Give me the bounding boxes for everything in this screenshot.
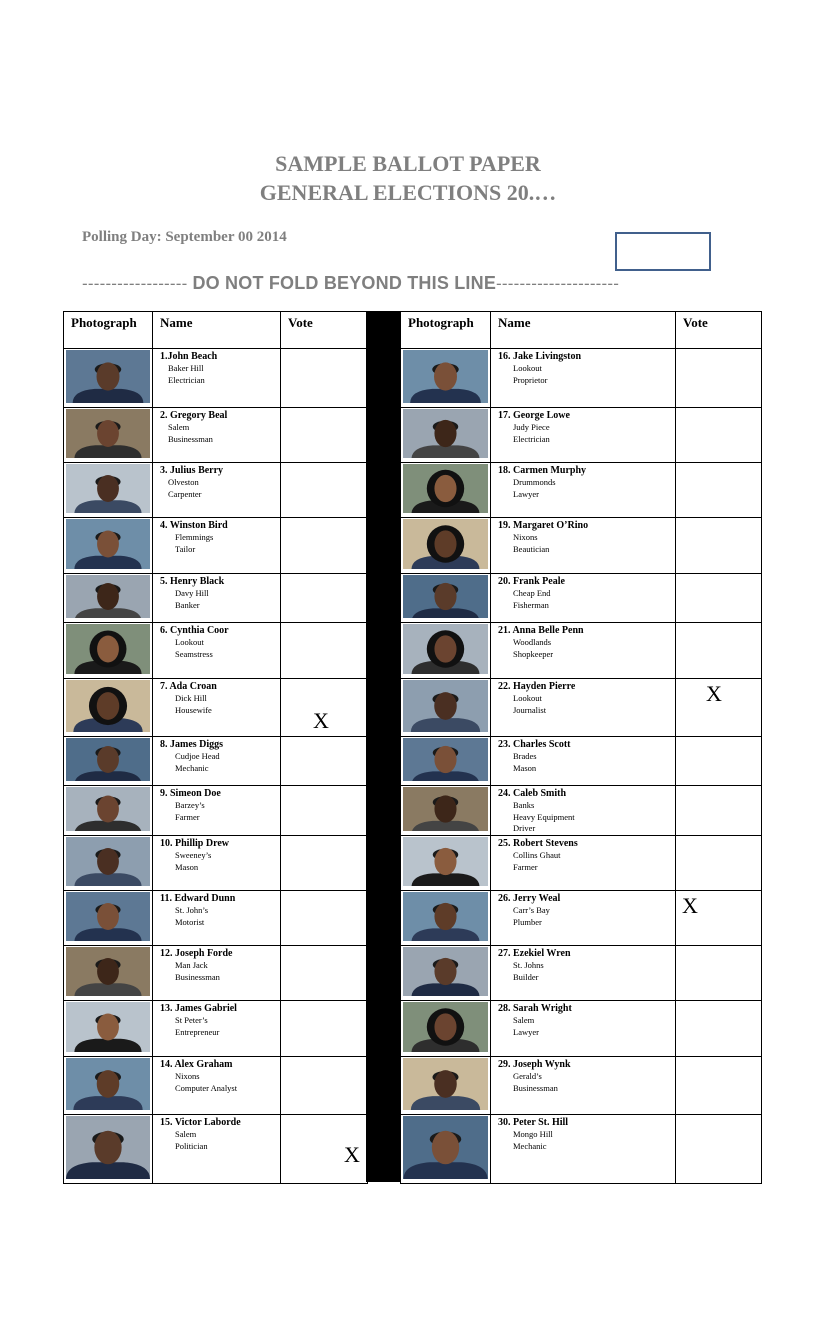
candidate-name-cell <box>152 348 281 408</box>
vote-box[interactable] <box>280 890 368 946</box>
candidate-name-cell <box>490 622 676 679</box>
candidate-photo-cell <box>63 622 153 679</box>
vote-box[interactable] <box>675 785 762 836</box>
column-header-vote: Vote <box>280 311 368 349</box>
candidate-occupation: Banker <box>175 599 200 610</box>
candidate-photo-cell <box>63 1000 153 1057</box>
candidate-district: Baker Hill <box>168 363 204 373</box>
vote-box[interactable] <box>675 1114 762 1184</box>
candidate-photo-cell <box>63 835 153 891</box>
candidate-photo <box>66 892 150 941</box>
candidate-name-cell <box>152 622 281 679</box>
vote-box[interactable] <box>280 622 368 679</box>
candidate-occupation: Farmer <box>175 811 200 822</box>
candidate-photo-cell <box>63 517 153 574</box>
candidate-district: Gerald’s <box>513 1071 542 1081</box>
candidate-occupation: Seamstress <box>175 648 213 659</box>
column-header-photo: Photograph <box>63 311 153 349</box>
candidate-occupation: Plumber <box>513 916 542 927</box>
candidate-photo-cell <box>400 462 491 518</box>
candidate-photo <box>403 350 488 403</box>
candidate-district: Banks <box>513 800 535 810</box>
candidate-name: 20. Frank Peale <box>498 576 565 587</box>
candidate-name: 17. George Lowe <box>498 410 570 421</box>
candidate-district: Woodlands <box>513 637 552 647</box>
candidate-name: 25. Robert Stevens <box>498 838 578 849</box>
candidate-photo <box>403 892 488 941</box>
vote-box[interactable] <box>280 1114 368 1184</box>
candidate-district: Nixons <box>175 1071 200 1081</box>
candidate-district: Barzey’s <box>175 800 205 810</box>
candidate-name-cell <box>152 1114 281 1184</box>
candidate-photo-cell <box>400 622 491 679</box>
candidate-photo-cell <box>63 462 153 518</box>
vote-box[interactable] <box>675 835 762 891</box>
vote-box[interactable] <box>675 1056 762 1115</box>
candidate-name: 18. Carmen Murphy <box>498 465 587 476</box>
candidate-occupation: Fisherman <box>513 599 549 610</box>
vote-box[interactable] <box>675 736 762 786</box>
candidate-name: 6. Cynthia Coor <box>160 625 229 636</box>
candidate-occupation: Electrician <box>513 433 550 444</box>
candidate-photo <box>66 464 150 513</box>
candidate-photo <box>66 575 150 618</box>
candidate-photo <box>66 1058 150 1110</box>
candidate-photo-cell <box>400 573 491 623</box>
candidate-name-cell <box>490 407 676 463</box>
vote-box[interactable] <box>280 348 368 408</box>
candidate-district: Lookout <box>513 363 542 373</box>
vote-box[interactable] <box>280 517 368 574</box>
candidate-district: Cudjoe Head <box>175 751 220 761</box>
candidate-name-cell <box>152 945 281 1001</box>
candidate-name-cell <box>490 890 676 946</box>
candidate-district: Sweeney’s <box>175 850 212 860</box>
vote-box[interactable] <box>280 1056 368 1115</box>
vote-mark: X <box>682 893 698 918</box>
fold-instruction: DO NOT FOLD BEYOND THIS LINE <box>192 273 497 293</box>
vote-box[interactable] <box>280 785 368 836</box>
fold-line <box>82 273 742 294</box>
candidate-occupation: Businessman <box>513 1082 558 1093</box>
candidate-photo <box>403 409 488 458</box>
candidate-district: Olveston <box>168 477 199 487</box>
candidate-photo-cell <box>400 835 491 891</box>
candidate-name-cell <box>152 573 281 623</box>
candidate-occupation: Computer Analyst <box>175 1082 238 1093</box>
vote-box[interactable] <box>280 462 368 518</box>
vote-box[interactable] <box>280 1000 368 1057</box>
column-header-name: Name <box>152 311 281 349</box>
vote-box[interactable] <box>675 517 762 574</box>
candidate-occupation: Carpenter <box>168 488 202 499</box>
fold-dashes-right: --------------------- <box>496 274 620 293</box>
candidate-district: Drummonds <box>513 477 556 487</box>
candidate-name-cell <box>152 890 281 946</box>
candidate-occupation: Proprietor <box>513 374 548 385</box>
candidate-photo-cell <box>63 736 153 786</box>
candidate-name-cell <box>152 835 281 891</box>
candidate-name-cell <box>490 1114 676 1184</box>
candidate-occupation: Housewife <box>175 704 212 715</box>
candidate-photo <box>66 1002 150 1052</box>
candidate-photo-cell <box>400 945 491 1001</box>
candidate-name: 5. Henry Black <box>160 576 225 587</box>
candidate-name-cell <box>490 785 676 836</box>
candidate-photo <box>403 464 488 513</box>
candidate-name: 11. Edward Dunn <box>160 893 236 904</box>
candidate-photo-cell <box>63 890 153 946</box>
candidate-photo-cell <box>400 1056 491 1115</box>
candidate-photo <box>403 787 488 831</box>
candidate-occupation: Farmer <box>513 861 538 872</box>
candidate-photo <box>66 680 150 732</box>
candidate-occupation: Businessman <box>175 971 220 982</box>
candidate-photo <box>403 575 488 618</box>
vote-box[interactable] <box>675 678 762 737</box>
vote-box[interactable] <box>675 462 762 518</box>
candidate-district: Flemmings <box>175 532 214 542</box>
candidate-name: 12. Joseph Forde <box>160 948 233 959</box>
candidate-name: 23. Charles Scott <box>498 739 571 750</box>
candidate-occupation: Lawyer <box>513 1026 539 1037</box>
candidate-occupation: Heavy Equipment <box>513 811 575 822</box>
candidate-photo-cell <box>400 407 491 463</box>
candidate-district: Lookout <box>513 693 542 703</box>
candidate-name-cell <box>490 462 676 518</box>
candidate-name-cell <box>490 573 676 623</box>
candidate-district: Carr’s Bay <box>513 905 550 915</box>
candidate-district: Collins Ghaut <box>513 850 561 860</box>
candidate-photo-cell <box>400 1000 491 1057</box>
candidate-name-cell <box>490 945 676 1001</box>
candidate-name-cell <box>490 678 676 737</box>
fold-dashes-left: ------------------ <box>82 274 193 293</box>
candidate-photo-cell <box>400 517 491 574</box>
candidate-photo-cell <box>400 678 491 737</box>
candidate-district: Brades <box>513 751 537 761</box>
candidate-name-cell <box>152 1056 281 1115</box>
candidate-photo <box>403 738 488 781</box>
vote-box[interactable] <box>675 890 762 946</box>
candidate-photo <box>66 787 150 831</box>
polling-day: Polling Day: September 00 2014 <box>82 229 287 245</box>
candidate-name: 24. Caleb Smith <box>498 788 567 799</box>
candidate-occupation: Mason <box>513 762 537 773</box>
ballot-title: SAMPLE BALLOT PAPER <box>275 151 541 176</box>
vote-box[interactable] <box>675 622 762 679</box>
candidate-occupation: Businessman <box>168 433 213 444</box>
candidate-name: 30. Peter St. Hill <box>498 1117 569 1128</box>
vote-box[interactable] <box>280 407 368 463</box>
candidate-photo-cell <box>63 1056 153 1115</box>
vote-box[interactable] <box>675 945 762 1001</box>
candidate-name: 14. Alex Graham <box>160 1059 233 1070</box>
candidate-photo <box>403 947 488 996</box>
candidate-name: 13. James Gabriel <box>160 1003 237 1014</box>
candidate-name: 10. Phillip Drew <box>160 838 229 849</box>
candidate-photo <box>66 837 150 886</box>
candidate-district: Salem <box>175 1129 197 1139</box>
candidate-name: 8. James Diggs <box>160 739 224 750</box>
candidate-occupation: Journalist <box>513 704 547 715</box>
candidate-photo-cell <box>400 1114 491 1184</box>
candidate-name: 4. Winston Bird <box>160 520 228 531</box>
candidate-district: Man Jack <box>175 960 208 970</box>
candidate-occupation: Shopkeeper <box>513 648 554 659</box>
candidate-district: Lookout <box>175 637 204 647</box>
candidate-occupation: Beautician <box>513 543 550 554</box>
candidate-occupation: Electrician <box>168 374 205 385</box>
candidate-photo <box>66 738 150 781</box>
candidate-name-cell <box>490 1000 676 1057</box>
column-header-name: Name <box>490 311 676 349</box>
candidate-name-cell <box>490 517 676 574</box>
column-header-photo: Photograph <box>400 311 491 349</box>
candidate-occupation: Builder <box>513 971 539 982</box>
candidate-name: 2. Gregory Beal <box>160 410 228 421</box>
candidate-occupation: Tailor <box>175 543 196 554</box>
candidate-photo <box>66 519 150 569</box>
candidate-name: 16. Jake Livingston <box>498 351 582 362</box>
vote-box[interactable] <box>280 573 368 623</box>
candidate-photo <box>66 624 150 674</box>
candidate-name-cell <box>490 835 676 891</box>
candidate-district: Cheap End <box>513 588 551 598</box>
candidate-photo <box>66 1116 150 1179</box>
candidate-district: Judy Piece <box>513 422 550 432</box>
vote-box[interactable] <box>280 678 368 737</box>
candidate-occupation: Driver <box>513 823 536 833</box>
candidate-district: St Peter’s <box>175 1015 208 1025</box>
candidate-district: Mongo Hill <box>513 1129 553 1139</box>
vote-mark: X <box>706 681 722 706</box>
candidate-district: Salem <box>168 422 190 432</box>
candidate-name: 27. Ezekiel Wren <box>498 948 571 959</box>
candidate-district: Salem <box>513 1015 535 1025</box>
candidate-name: 15. Victor Laborde <box>160 1117 241 1128</box>
candidate-photo-cell <box>400 736 491 786</box>
candidate-name-cell <box>152 736 281 786</box>
candidate-district: St. John’s <box>175 905 209 915</box>
candidate-photo-cell <box>63 785 153 836</box>
election-title: GENERAL ELECTIONS 20.… <box>259 180 557 205</box>
candidate-photo-cell <box>400 348 491 408</box>
candidate-name-cell <box>152 462 281 518</box>
candidate-name: 3. Julius Berry <box>160 465 224 476</box>
candidate-district: St. Johns <box>513 960 544 970</box>
candidate-photo-cell <box>63 573 153 623</box>
vote-box[interactable] <box>280 736 368 786</box>
candidate-name: 26. Jerry Weal <box>498 893 561 904</box>
candidate-photo-cell <box>400 785 491 836</box>
candidate-district: Davy Hill <box>175 588 209 598</box>
candidate-name-cell <box>152 407 281 463</box>
candidate-photo <box>403 624 488 674</box>
candidate-photo <box>403 1058 488 1110</box>
candidate-name: 28. Sarah Wright <box>498 1003 572 1014</box>
candidate-photo <box>403 680 488 732</box>
candidate-photo-cell <box>63 348 153 408</box>
candidate-photo <box>403 519 488 569</box>
vote-mark: X <box>344 1142 360 1167</box>
vote-box[interactable] <box>675 573 762 623</box>
candidate-occupation: Mechanic <box>513 1140 547 1151</box>
serial-number-box <box>615 232 711 271</box>
vote-box[interactable] <box>675 348 762 408</box>
candidate-occupation: Mechanic <box>175 762 209 773</box>
candidate-occupation: Entrepreneur <box>175 1026 220 1037</box>
candidate-district: Dick Hill <box>175 693 207 703</box>
candidate-photo <box>403 1116 488 1179</box>
candidate-district: Nixons <box>513 532 538 542</box>
candidate-occupation: Lawyer <box>513 488 539 499</box>
candidate-photo <box>66 947 150 996</box>
candidate-photo <box>403 1002 488 1052</box>
candidate-name: 22. Hayden Pierre <box>498 681 576 692</box>
vote-box[interactable] <box>675 1000 762 1057</box>
candidate-name-cell <box>152 678 281 737</box>
candidate-name-cell <box>490 736 676 786</box>
candidate-photo-cell <box>63 678 153 737</box>
candidate-name-cell <box>152 517 281 574</box>
vote-box[interactable] <box>280 945 368 1001</box>
candidate-photo-cell <box>63 945 153 1001</box>
candidate-name-cell <box>152 1000 281 1057</box>
center-divider <box>366 311 400 1182</box>
candidate-name: 19. Margaret O’Rino <box>498 520 589 531</box>
candidate-name: 7. Ada Croan <box>160 681 217 692</box>
candidate-name: 1.John Beach <box>160 351 218 362</box>
vote-box[interactable] <box>675 407 762 463</box>
candidate-photo-cell <box>400 890 491 946</box>
candidate-photo <box>66 350 150 403</box>
candidate-name: 21. Anna Belle Penn <box>498 625 584 636</box>
candidate-name: 29. Joseph Wynk <box>498 1059 571 1070</box>
candidate-name-cell <box>152 785 281 836</box>
candidate-photo <box>403 837 488 886</box>
vote-box[interactable] <box>280 835 368 891</box>
candidate-name: 9. Simeon Doe <box>160 788 221 799</box>
candidate-photo-cell <box>63 1114 153 1184</box>
candidate-name-cell <box>490 1056 676 1115</box>
candidate-occupation: Motorist <box>175 916 205 927</box>
column-header-vote: Vote <box>675 311 762 349</box>
candidate-name-cell <box>490 348 676 408</box>
vote-mark: X <box>313 708 329 733</box>
candidate-photo <box>66 409 150 458</box>
candidate-occupation: Mason <box>175 861 199 872</box>
candidate-photo-cell <box>63 407 153 463</box>
candidate-occupation: Politician <box>175 1140 208 1151</box>
